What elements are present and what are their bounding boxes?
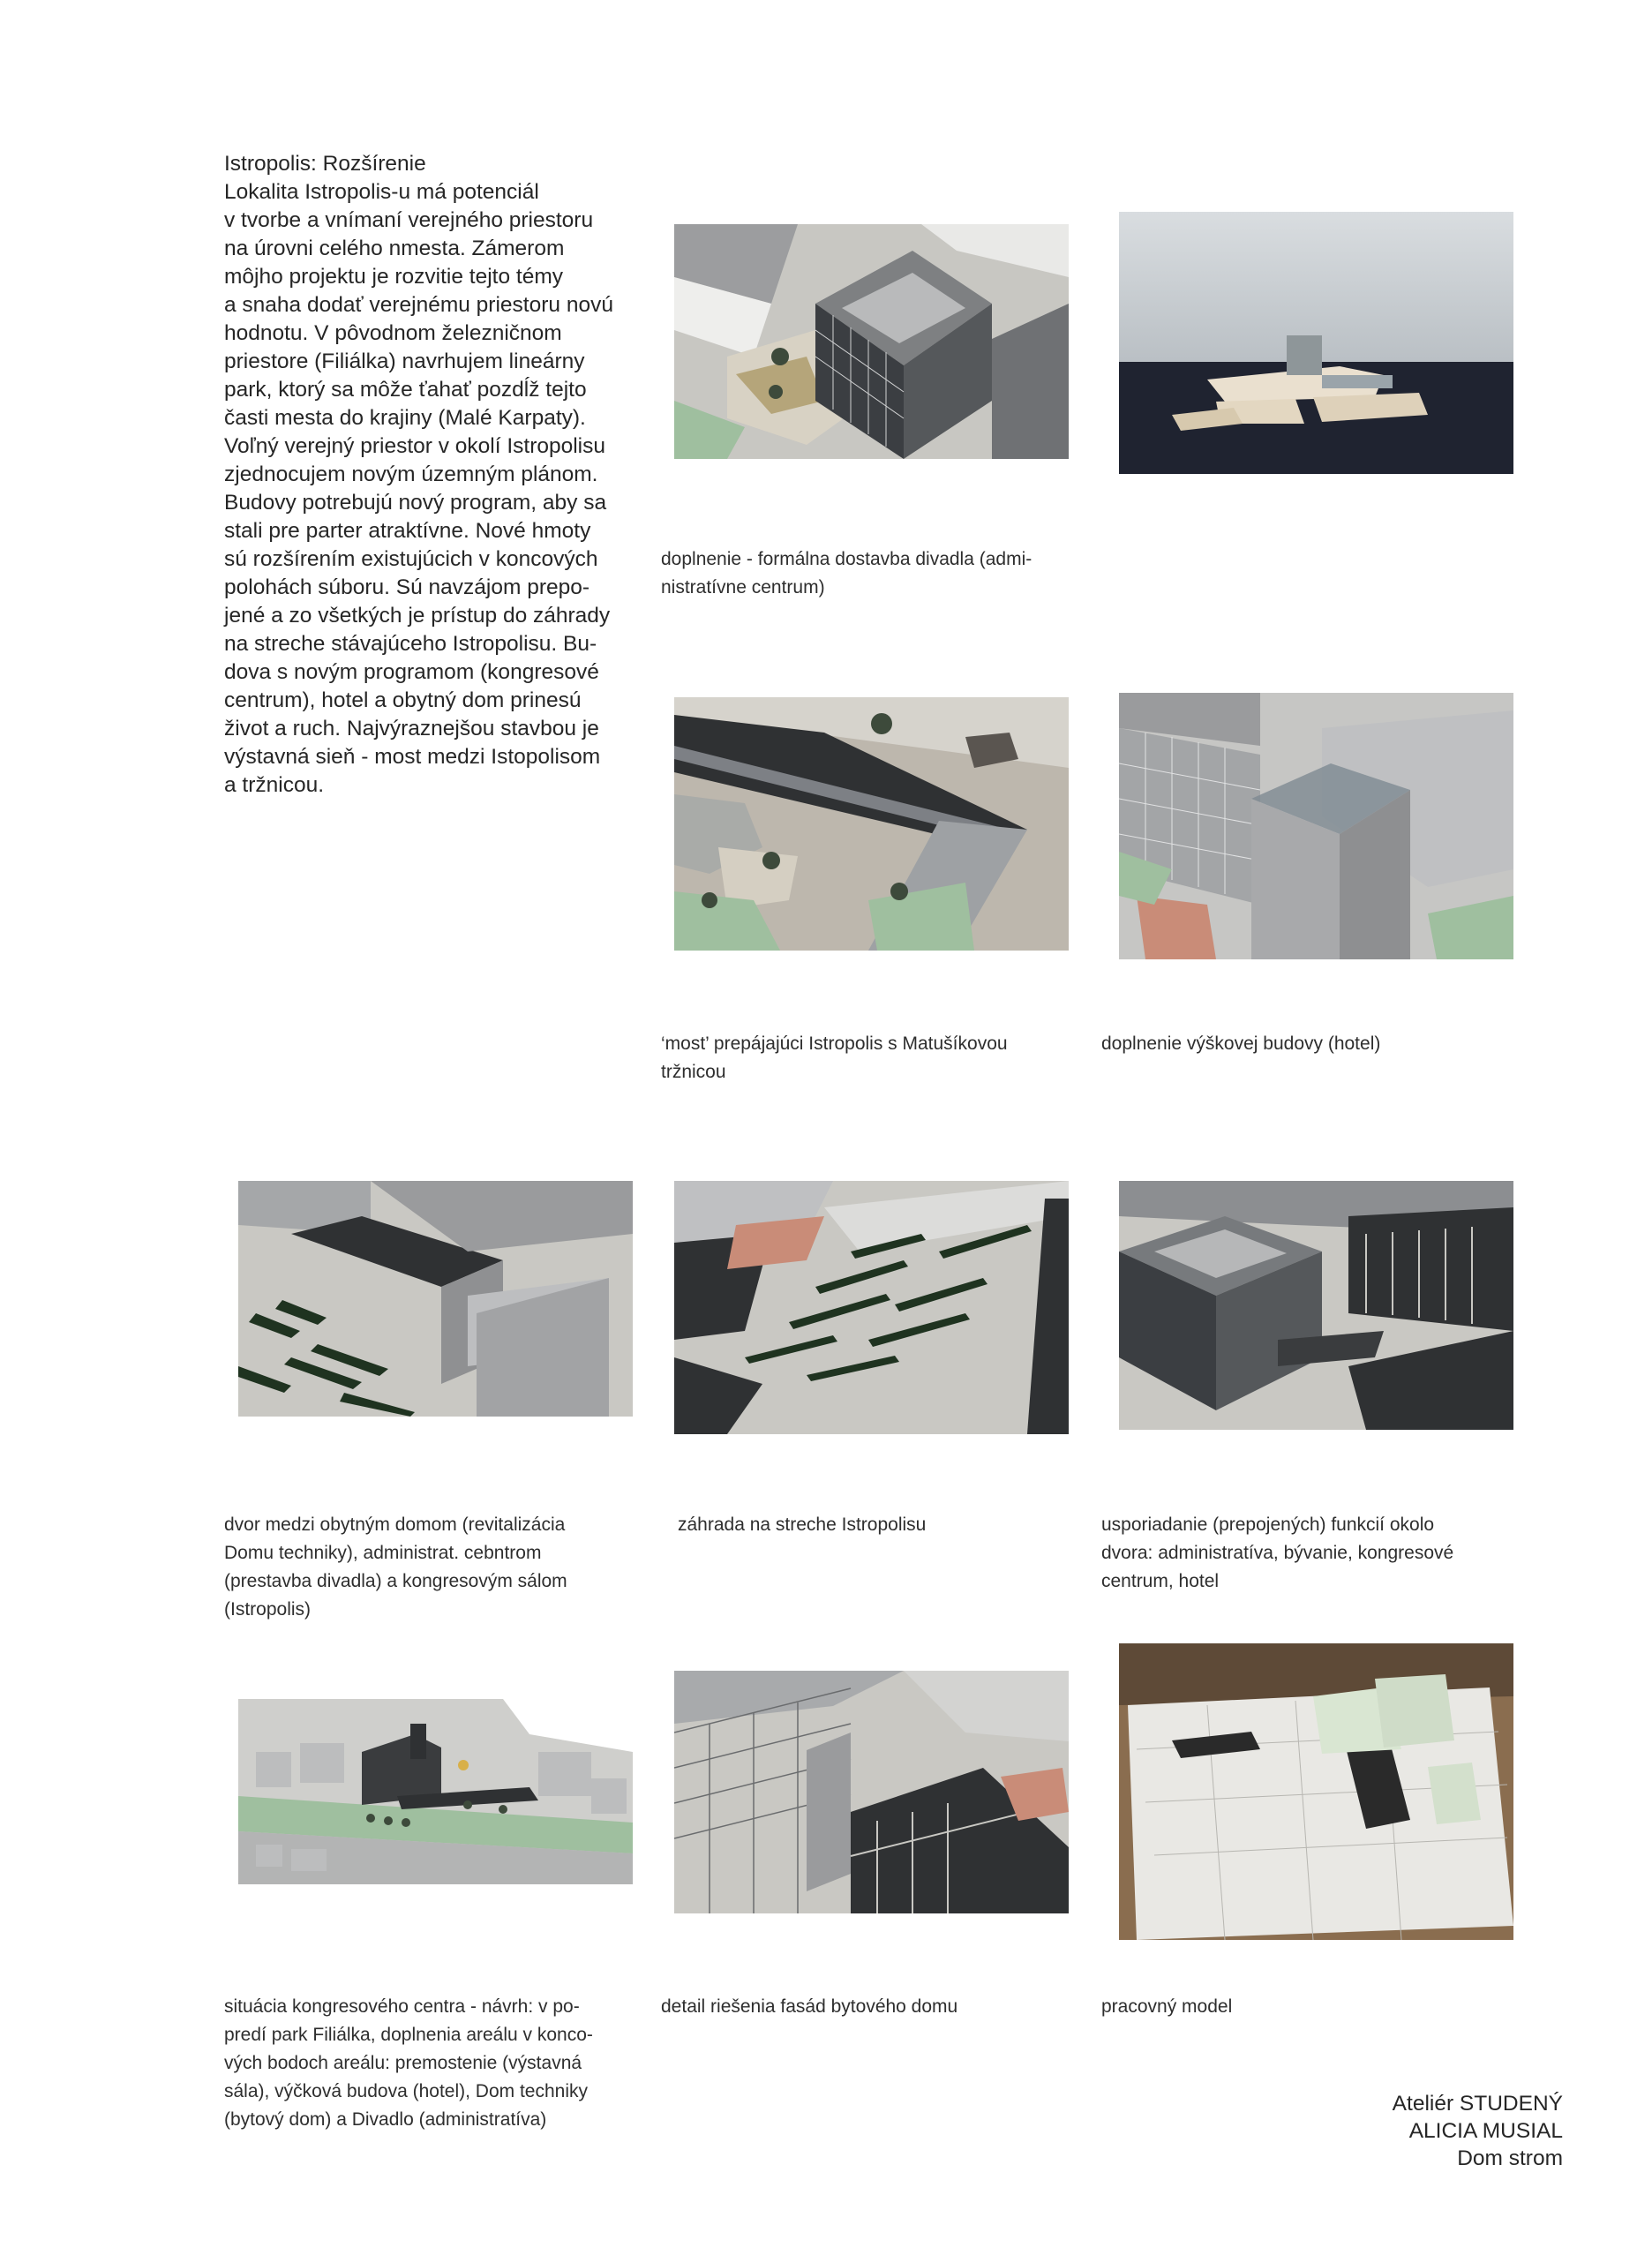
intro-line: výstavná sieň - most medzi Istopolisom [224, 745, 601, 769]
author-name: ALICIA MUSIAL [1408, 2119, 1563, 2143]
intro-line: dova s novým programom (kongresové [224, 660, 599, 684]
intro-line: môjho projektu je rozvitie tejto témy [224, 265, 563, 289]
intro-line: hodnotu. V pôvodnom železničnom [224, 321, 562, 345]
image-functions [1119, 1181, 1513, 1430]
intro-line: Istropolis: Rozšírenie [224, 152, 426, 176]
intro-text [224, 150, 648, 800]
intro-line: polohách súboru. Sú navzájom prepo- [224, 575, 590, 599]
intro-line: stali pre parter atraktívne. Nové hmoty [224, 519, 591, 543]
studio-name: Ateliér STUDENÝ [1392, 2092, 1563, 2116]
caption-model: pracovný model [1101, 1996, 1233, 2017]
caption-courtyard: dvor medzi obytným domom (revitalizácia Domu techniky), administrat. cebntrom (prestavba divadla) a kongresovým sálom (Istropolis) [224, 1515, 567, 1620]
image-working-model [1119, 1643, 1513, 1940]
intro-line: centrum), hotel a obytný dom prinesú [224, 688, 582, 712]
intro-line: zjednocujem novým územným plánom. [224, 462, 598, 486]
caption-theatre: doplnenie - formálna dostavba divadla (admi- nistratívne centrum) [661, 549, 1032, 598]
intro-line: park, ktorý sa môže ťahať pozdĺž tejto [224, 378, 587, 402]
intro-line: na úrovni celého nmesta. Zámerom [224, 237, 565, 260]
caption-bridge: ‘most’ prepájajúci Istropolis s Matušíkovou tržnicou [661, 1034, 1008, 1082]
caption-functions: usporiadanie (prepojených) funkcií okolo dvora: administratíva, bývanie, kongresové centrum, hotel [1101, 1515, 1454, 1591]
caption-roof-garden: záhrada na streche Istropolisu [678, 1515, 927, 1535]
image-facade [674, 1671, 1069, 1913]
credit-block [1393, 2090, 1563, 2172]
caption-situation: situácia kongresového centra - návrh: v po- predí park Filiálka, doplnenia areálu v konco- vých bodoch areálu: premostenie (výstavná sála), výčková budova (hotel), Dom techniky (bytový dom) a Divadlo (administratíva) [224, 1996, 593, 2130]
image-roof-garden [674, 1181, 1069, 1434]
caption-hotel: doplnenie výškovej budovy (hotel) [1101, 1034, 1381, 1054]
intro-line: Budovy potrebujú nový program, aby sa [224, 491, 607, 515]
intro-line: a tržnicou. [224, 773, 325, 797]
intro-line: na streche stávajúceho Istropolisu. Bu- [224, 632, 597, 656]
intro-line: život a ruch. Najvýraznejšou stavbou je [224, 717, 599, 740]
caption-facade: detail riešenia fasád bytového domu [661, 1996, 958, 2017]
image-model-photo-1 [1119, 212, 1513, 474]
intro-line: v tvorbe a vnímaní verejného priestoru [224, 208, 594, 232]
intro-line: Lokalita Istropolis-u má potenciál [224, 180, 539, 204]
image-hotel [1119, 693, 1513, 959]
project-name: Dom strom [1457, 2146, 1563, 2170]
intro-line: časti mesta do krajiny (Malé Karpaty). [224, 406, 586, 430]
image-courtyard [238, 1181, 633, 1417]
intro-line: a snaha dodať verejnému priestoru novú [224, 293, 613, 317]
intro-line: Voľný verejný priestor v okolí Istropolisu [224, 434, 606, 458]
intro-line: jené a zo všetkých je prístup do záhrady [224, 604, 611, 628]
image-theatre-addition [674, 224, 1069, 459]
image-situation [238, 1699, 633, 1884]
intro-line: sú rozšírením existujúcich v koncových [224, 547, 598, 571]
image-bridge [674, 697, 1069, 951]
intro-line: priestore (Filiálka) navrhujem lineárny [224, 350, 585, 373]
